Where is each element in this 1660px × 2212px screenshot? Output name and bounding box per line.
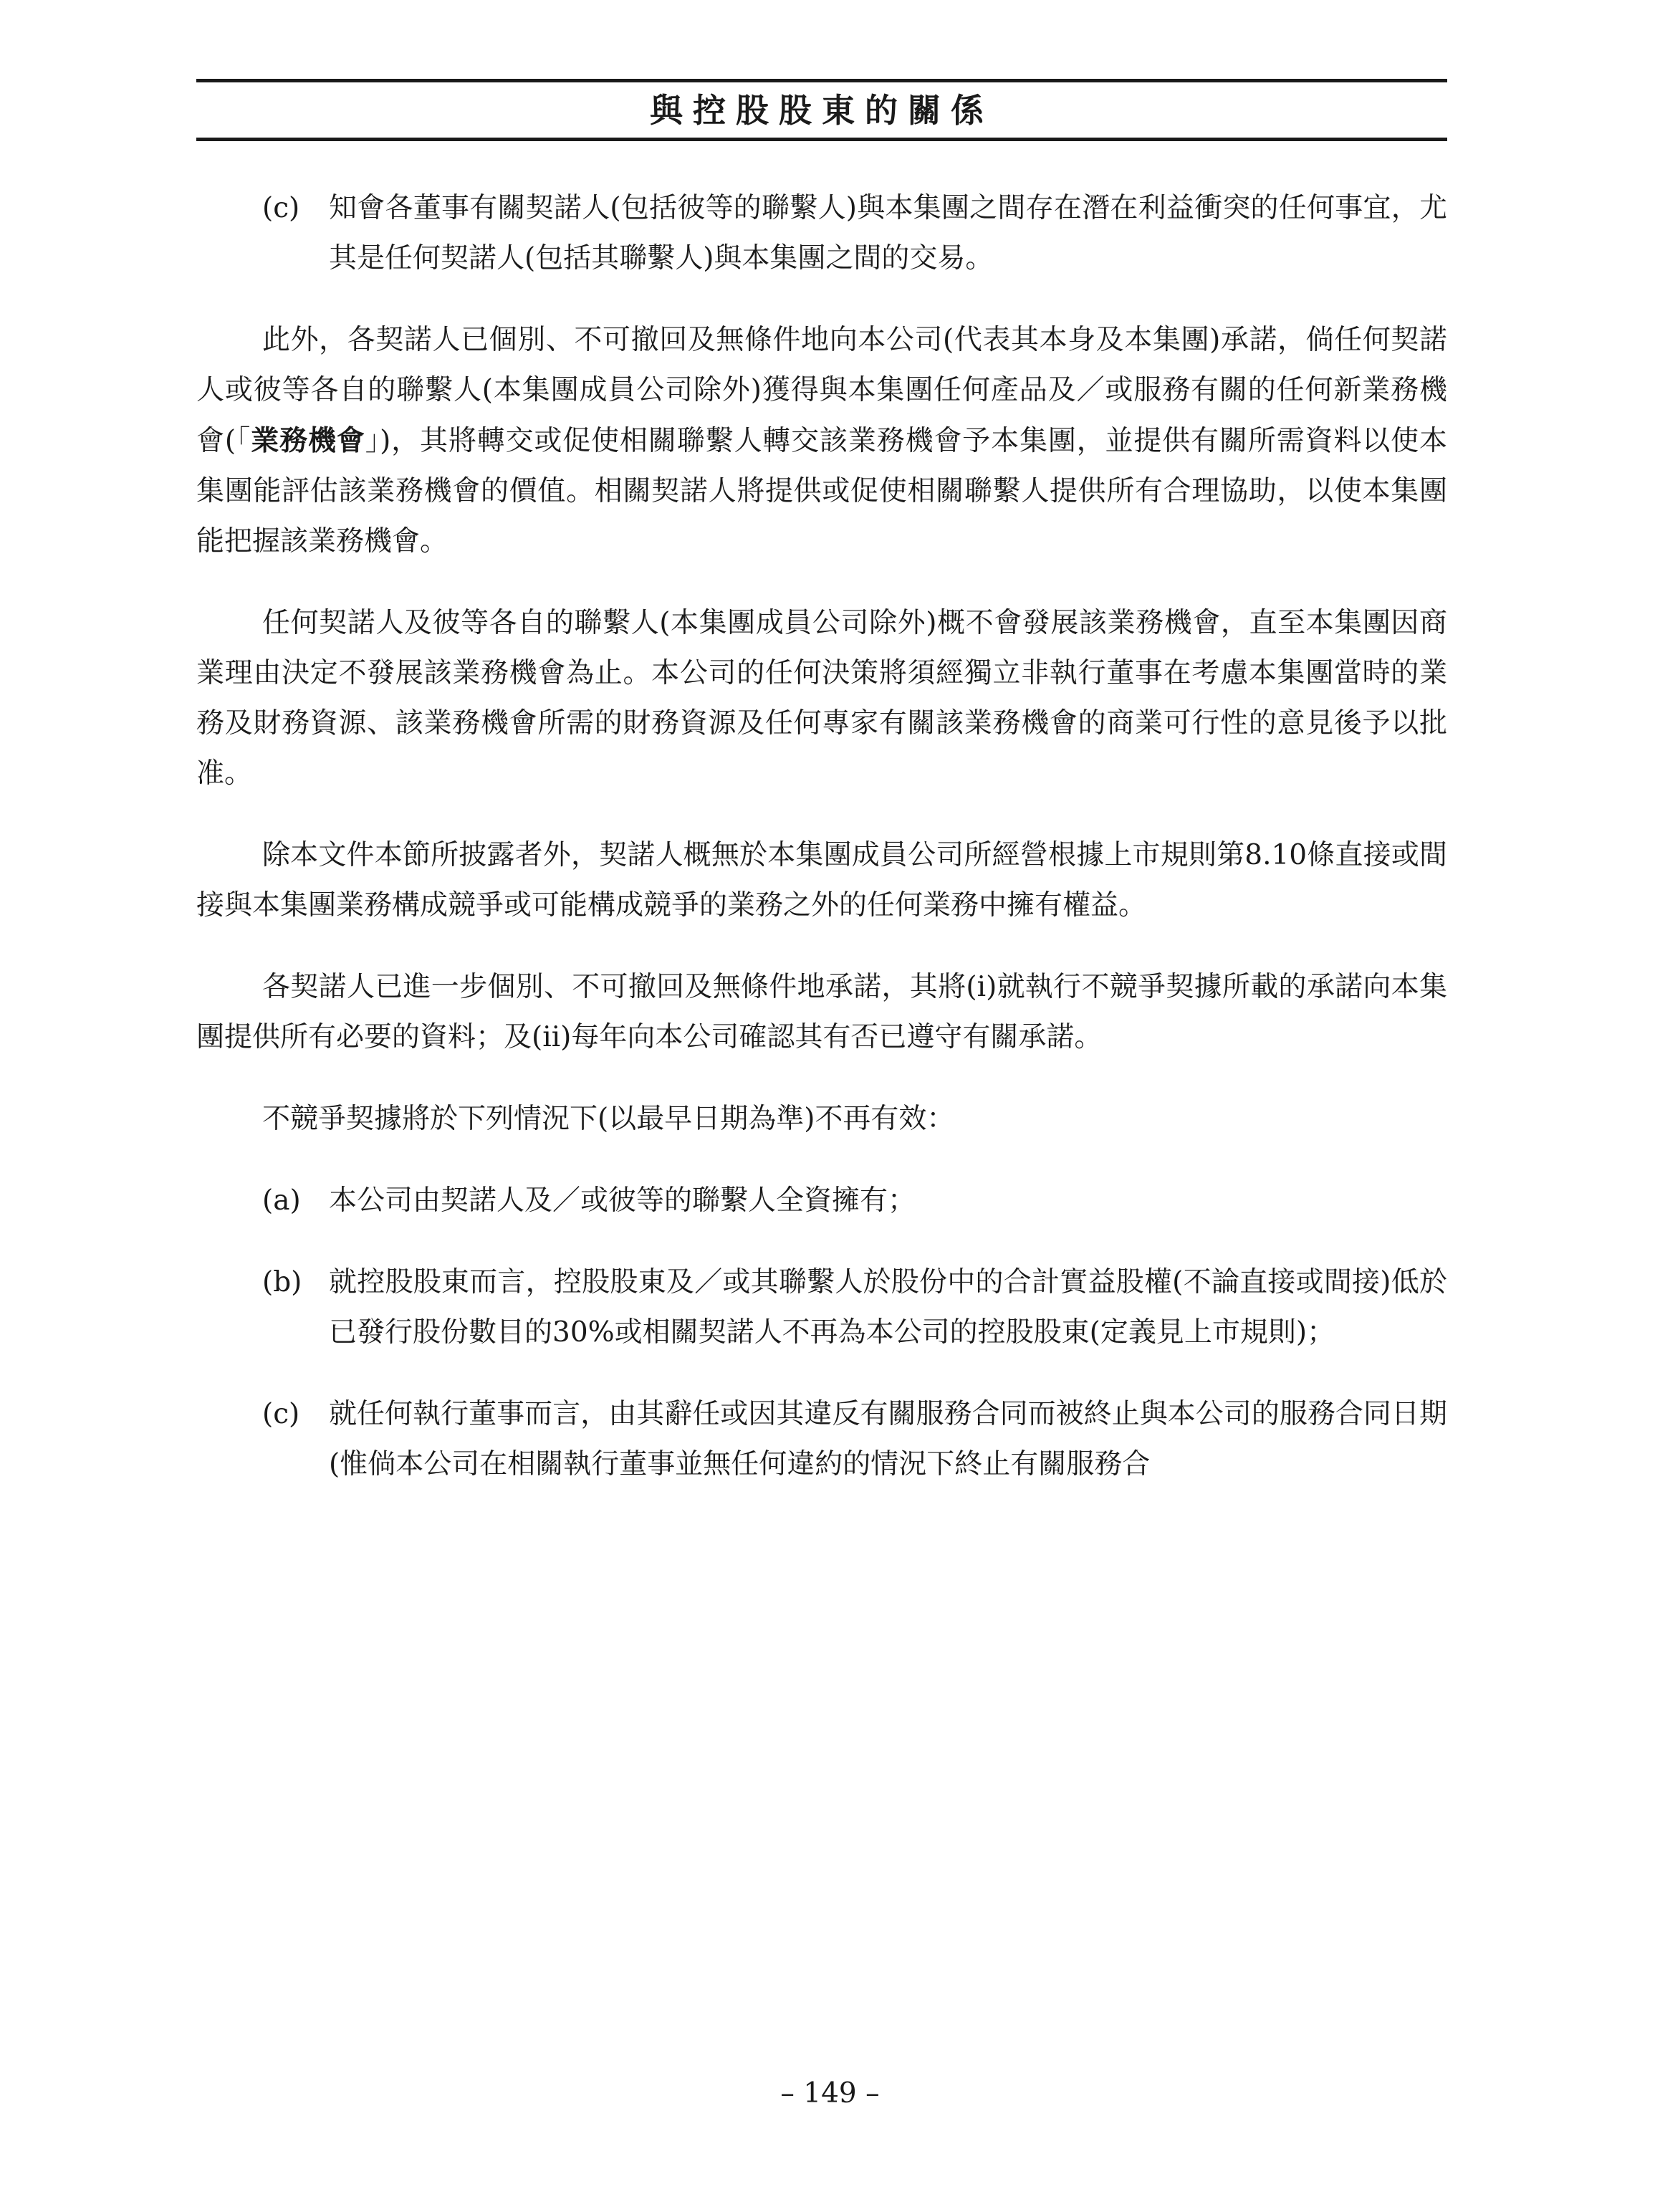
list-item-text: 知會各董事有關契諾人(包括彼等的聯繫人)與本集團之間存在潛在利益衝突的任何事宜，尤其是任何契諾人(包括其聯繫人)與本集團之間的交易。 bbox=[329, 192, 1447, 274]
list-item-text: 就任何執行董事而言，由其辭任或因其違反有關服務合同而被終止與本公司的服務合同日期(惟倘本公司在相關執行董事並無任何違約的情況下終止有關服務合 bbox=[329, 1398, 1447, 1480]
paragraph-text-before-term: 此外，各契諾人已個別、不可撤回及無條件地向本公司(代表其本身及本集團)承諾，倘任何契諾人或彼等各自的聯繫人(本集團成員公司除外)獲得與本集團任何產品及／或服務有關的任何新業務機會(「 bbox=[196, 324, 1447, 457]
page-number: – 149 – bbox=[780, 2077, 880, 2110]
page-title: 與控股股東的關係 bbox=[650, 91, 994, 130]
paragraph-business-opportunity bbox=[196, 315, 1447, 567]
paragraph-cease-effect: 不競爭契據將於下列情況下(以最早日期為準)不再有效： bbox=[262, 1103, 955, 1135]
list-item-text: 就控股股東而言，控股股東及／或其聯繫人於股份中的合計實益股權(不論直接或間接)低於已發行股份數目的30%或相關契諾人不再為本公司的控股股東(定義見上市規則)； bbox=[329, 1266, 1447, 1349]
list-item-b bbox=[196, 1258, 1447, 1358]
defined-term: 業務機會 bbox=[251, 424, 365, 457]
header-rule-bottom bbox=[196, 138, 1447, 141]
paragraph-no-competing-interest: 除本文件本節所披露者外，契諾人概無於本集團成員公司所經營根據上市規則第8.10條直接或間接與本集團業務構成競爭或可能構成競爭的業務之外的任何業務中擁有權益。 bbox=[196, 839, 1447, 921]
header-rule-top bbox=[196, 79, 1447, 82]
list-item-label: (c) bbox=[262, 1398, 300, 1430]
paragraph-further-undertaking: 各契諾人已進一步個別、不可撤回及無條件地承諾，其將(i)就執行不競爭契據所載的承諾向本集團提供所有必要的資料；及(ii)每年向本公司確認其有否已遵守有關承諾。 bbox=[196, 971, 1447, 1053]
list-item-c-top bbox=[196, 183, 1447, 284]
paragraph-text-after-term: 」)，其將轉交或促使相關聯繫人轉交該業務機會予本集團，並提供有關所需資料以使本集團能評估該業務機會的價值。相關契諾人將提供或促使相關聯繫人提供所有合理協助，以使本集團能把握該業務機會。 bbox=[196, 425, 1448, 557]
list-item-label: (b) bbox=[262, 1266, 302, 1298]
list-item-label: (a) bbox=[262, 1184, 301, 1217]
list-item-text: 本公司由契諾人及／或彼等的聯繫人全資擁有； bbox=[329, 1184, 916, 1217]
list-item-c-bottom bbox=[196, 1389, 1447, 1490]
list-item-a bbox=[196, 1176, 1447, 1226]
document-body bbox=[196, 183, 1447, 1521]
paragraph-not-develop: 任何契諾人及彼等各自的聯繫人(本集團成員公司除外)概不會發展該業務機會，直至本集團因商業理由決定不發展該業務機會為止。本公司的任何決策將須經獨立非執行董事在考慮本集團當時的業務及財務資源、該業務機會所需的財務資源及任何專家有關該業務機會的商業可行性的意見後予以批准。 bbox=[196, 607, 1447, 790]
list-item-label: (c) bbox=[262, 192, 300, 224]
